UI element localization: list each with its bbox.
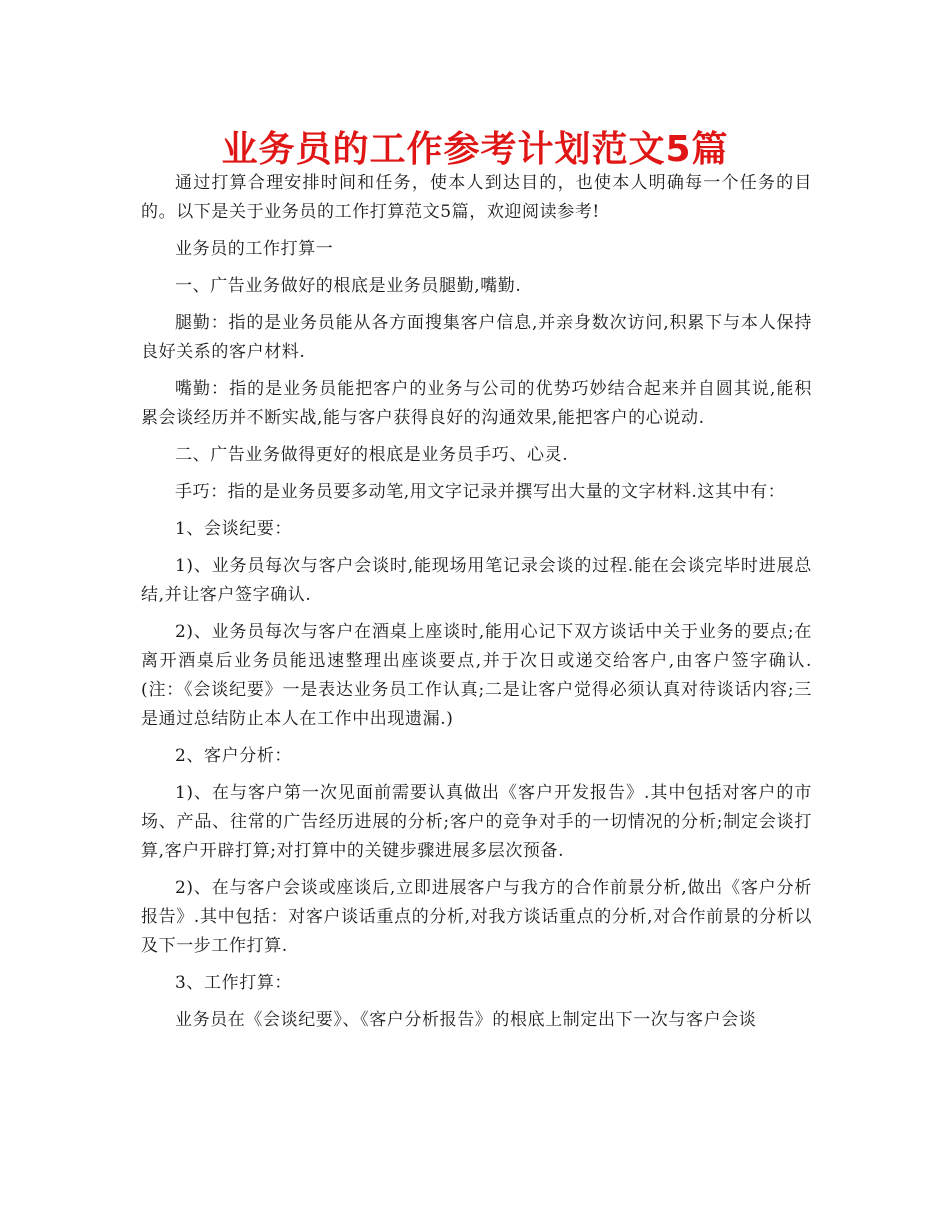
paragraph: 3、工作打算： [175, 973, 293, 993]
paragraph: 2)、在与客户会谈或座谈后,立即进展客户与我方的合作前景分析,做出《客户分析报告》.其中包括：对客户谈话重点的分析,对我方谈话重点的分析,对合作前景的分析以及下一步工作打算. [141, 878, 812, 956]
paragraph: 一、广告业务做好的根底是业务员腿勤,嘴勤. [175, 276, 522, 296]
paragraph: 业务员在《会谈纪要》、《客户分析报告》的根底上制定出下一次与客户会谈 [175, 1010, 757, 1030]
document-body [141, 169, 812, 1043]
paragraph: 业务员的工作打算一 [175, 239, 334, 259]
paragraph: 通过打算合理安排时间和任务，使本人到达目的，也使本人明确每一个任务的目的。以下是关于业务员的工作打算范文5篇，欢迎阅读参考! [141, 173, 812, 222]
paragraph: 1)、业务员每次与客户会谈时,能现场用笔记录会谈的过程.能在会谈完毕时进展总结,并让客户签字确认. [141, 556, 812, 605]
paragraph: 手巧：指的是业务员要多动笔,用文字记录并撰写出大量的文字材料.这其中有： [175, 482, 786, 502]
document-title: 业务员的工作参考计划范文5篇 [221, 129, 729, 170]
paragraph: 1)、在与客户第一次见面前需要认真做出《客户开发报告》.其中包括对客户的市场、产品、往常的广告经历进展的分析;客户的竞争对手的一切情况的分析;制定会谈打算,客户开辟打算;对打算中的关键步骤进展多层次预备. [141, 783, 812, 861]
paragraph: 嘴勤：指的是业务员能把客户的业务与公司的优势巧妙结合起来并自圆其说,能积累会谈经历并不断实战,能与客户获得良好的沟通效果,能把客户的心说动. [141, 379, 812, 428]
paragraph: 2)、业务员每次与客户在酒桌上座谈时,能用心记下双方谈话中关于业务的要点;在离开酒桌后业务员能迅速整理出座谈要点,并于次日或递交给客户,由客户签字确认.(注：《会谈纪要》一是表达业务员工作认真;二是让客户觉得必须认真对待谈话内容;三是通过总结防止本人在工作中出现遗漏.) [141, 622, 812, 729]
paragraph: 2、客户分析： [175, 746, 293, 766]
paragraph: 1、会谈纪要： [175, 519, 293, 539]
paragraph: 二、广告业务做得更好的根底是业务员手巧、心灵. [175, 445, 569, 465]
paragraph: 腿勤：指的是业务员能从各方面搜集客户信息,并亲身数次访问,积累下与本人保持良好关系的客户材料. [141, 313, 812, 362]
